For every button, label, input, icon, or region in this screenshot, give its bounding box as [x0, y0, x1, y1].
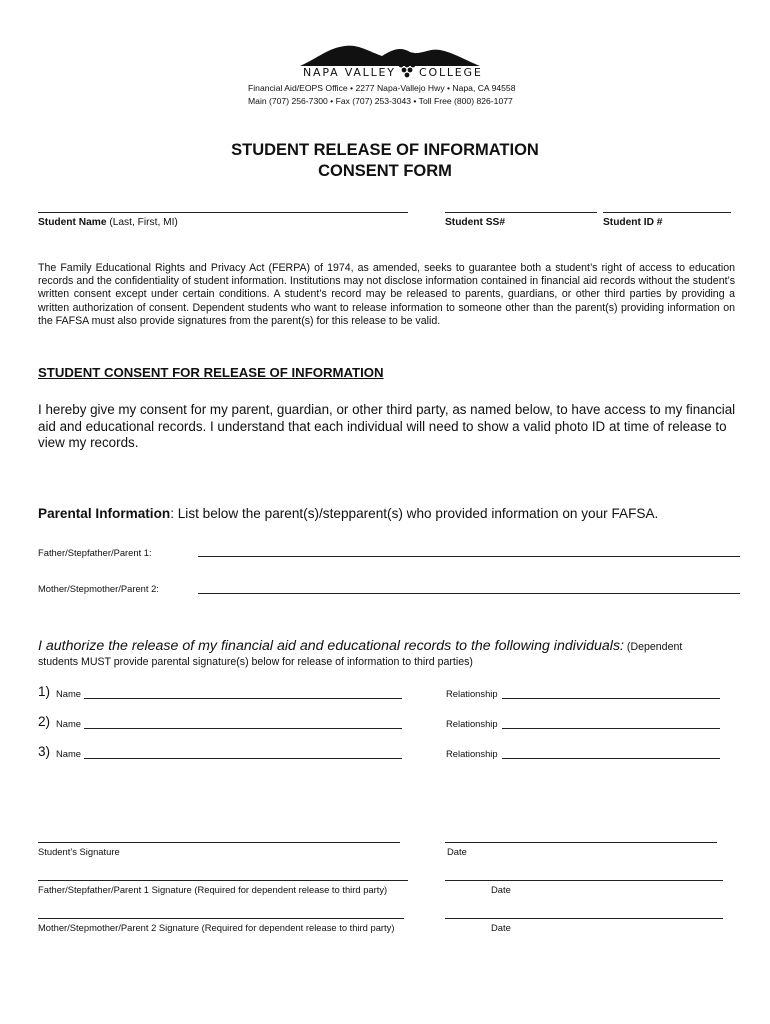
parent2-signature-line[interactable]: [38, 918, 404, 919]
consent-heading: STUDENT CONSENT FOR RELEASE OF INFORMATION: [38, 365, 384, 380]
individual-row-3: [38, 744, 738, 764]
form-title-line2: CONSENT FORM: [318, 162, 452, 180]
authorize-statement: [38, 637, 682, 655]
parent1-date-label: Date: [491, 884, 511, 895]
form-title-line1: STUDENT RELEASE OF INFORMATION: [231, 141, 539, 159]
parental-heading: [38, 506, 658, 521]
individual-name-line[interactable]: [84, 698, 402, 699]
parent2-date-label: Date: [491, 922, 511, 933]
parent1-date-line[interactable]: [445, 880, 723, 881]
parental-heading-rest: : List below the parent(s)/stepparent(s) who provided information on your FAFSA.: [170, 506, 659, 521]
parent2-signature-label: Mother/Stepmother/Parent 2 Signature (Required for dependent release to third party): [38, 922, 395, 933]
student-name-line[interactable]: [38, 212, 408, 213]
address-line-2: Main (707) 256-7300 • Fax (707) 253-3043 • Toll Free (800) 826-1077: [248, 96, 513, 106]
student-name-label-rest: (Last, First, MI): [106, 217, 178, 228]
individual-name-line[interactable]: [84, 758, 402, 759]
consent-text: I hereby give my consent for my parent, guardian, or other third party, as named below, to have access to my financial aid and educational records. I understand that each individual will need to show a valid photo ID at time of release to view my records.: [38, 402, 736, 450]
ferpa-paragraph: The Family Educational Rights and Privacy Act (FERPA) of 1974, as amended, seeks to guarantee both a student’s right of access to education records and the confidentiality of student information. Institutions may not disclose information contained in financial aid records without the student’s written consent except under certain conditions. A student’s record may be released to parents, guardians, or other third parties by providing a written authorization of consent. Dependent students who want to release information to someone other than the parent(s) providing information on the FAFSA must also provide signatures from the parent(s) for this release to be valid.: [38, 262, 735, 327]
authorize-paren: (Dependent: [623, 641, 683, 653]
individual-relationship-label: Relationship: [446, 688, 498, 699]
parent1-line[interactable]: [198, 556, 740, 557]
individual-name-label: Name: [56, 718, 82, 729]
individual-relationship-line[interactable]: [502, 698, 720, 699]
student-name-label-bold: Student Name: [38, 217, 107, 228]
grape-cluster-icon: [396, 50, 418, 80]
student-ss-label: Student SS#: [445, 217, 506, 228]
student-ss-line[interactable]: [445, 212, 597, 213]
parent2-label: Mother/Stepmother/Parent 2:: [38, 583, 159, 594]
individual-number: 3): [38, 744, 51, 759]
student-signature-label: Student’s Signature: [38, 846, 120, 857]
logo-left-text: NAPA VALLEY: [303, 66, 396, 79]
individual-row-1: [38, 684, 738, 704]
individual-name-label: Name: [56, 748, 82, 759]
parent2-line[interactable]: [198, 593, 740, 594]
parent2-date-line[interactable]: [445, 918, 723, 919]
logo-right-text: COLLEGE: [419, 66, 483, 79]
individual-number: 1): [38, 684, 51, 699]
parental-heading-bold: Parental Information: [38, 506, 171, 521]
individual-row-2: [38, 714, 738, 734]
individual-name-label: Name: [56, 688, 82, 699]
student-date-line[interactable]: [445, 842, 717, 843]
student-name-label: [38, 217, 178, 228]
individual-relationship-line[interactable]: [502, 758, 720, 759]
individual-relationship-label: Relationship: [446, 718, 498, 729]
individual-relationship-label: Relationship: [446, 748, 498, 759]
college-logo-mountains: [300, 40, 480, 68]
parent1-signature-label: Father/Stepfather/Parent 1 Signature (Required for dependent release to third party): [38, 884, 388, 895]
student-date-label: Date: [447, 846, 467, 857]
authorize-line2: students MUST provide parental signature(s) below for release of information to third parties): [38, 656, 473, 668]
address-line-1: Financial Aid/EOPS Office • 2277 Napa-Vallejo Hwy • Napa, CA 94558: [248, 83, 516, 93]
parent1-label: Father/Stepfather/Parent 1:: [38, 547, 152, 558]
individual-name-line[interactable]: [84, 728, 402, 729]
individual-relationship-line[interactable]: [502, 728, 720, 729]
authorize-italic: I authorize the release of my financial aid and educational records to the following individuals:: [38, 638, 624, 654]
individual-number: 2): [38, 714, 51, 729]
student-signature-line[interactable]: [38, 842, 400, 843]
parent1-signature-line[interactable]: [38, 880, 408, 881]
student-id-line[interactable]: [603, 212, 731, 213]
student-id-label: Student ID #: [603, 217, 663, 228]
